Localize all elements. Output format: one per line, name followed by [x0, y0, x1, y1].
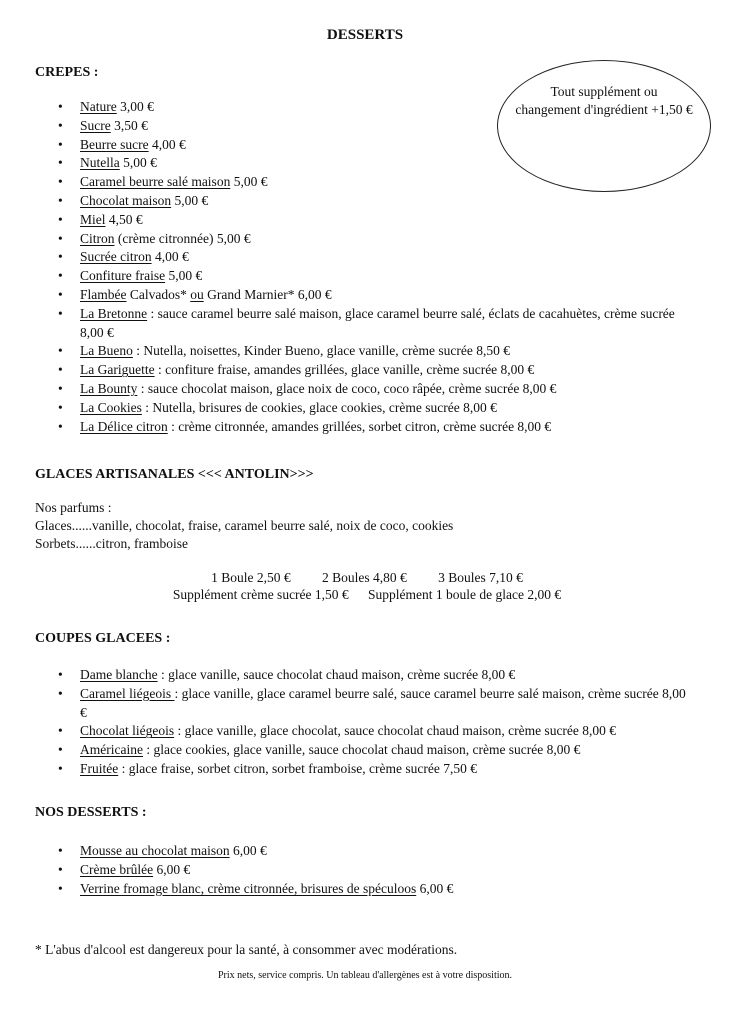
item-details: 4,50 € [105, 211, 143, 227]
item-details: 6,00 € [153, 861, 191, 877]
item-name: La Délice citron [80, 418, 168, 434]
menu-item [0, 380, 690, 399]
item-name: Chocolat maison [80, 192, 172, 208]
menu-item [0, 361, 690, 380]
supplement-boule: Supplément 1 boule de glace 2,00 € [368, 587, 562, 602]
item-name: Fruitée [80, 760, 119, 776]
item-details: Grand Marnier* 6,00 € [203, 286, 332, 302]
item-details: : crème citronnée, amandes grillées, sorbet citron, crème sucrée 8,00 € [167, 418, 552, 434]
item-name: ou [190, 286, 204, 302]
menu-item [0, 192, 690, 211]
item-details: : glace vanille, sauce chocolat chaud maison, crème sucrée 8,00 € [157, 667, 516, 682]
menu-item [0, 342, 690, 361]
menu-item [0, 666, 690, 685]
price-2-boules: 2 Boules 4,80 € [321, 570, 407, 585]
desserts-heading: NOS DESSERTS : [35, 805, 147, 820]
item-name: Caramel beurre salé maison [80, 174, 231, 190]
item-details: 6,00 € [229, 843, 267, 858]
menu-item [0, 117, 690, 136]
item-name: Beurre sucre [80, 136, 149, 152]
item-name: Caramel liégeois [80, 685, 175, 701]
item-name: Confiture fraise [80, 268, 166, 284]
item-name: Américaine [80, 742, 143, 758]
menu-item [0, 399, 690, 418]
menu-item [0, 861, 700, 880]
crepes-list [0, 98, 690, 436]
menu-item [0, 741, 690, 760]
item-details: : glace vanille, glace chocolat, sauce chocolat chaud maison, crème sucrée 8,00 € [174, 723, 617, 739]
item-name: Verrine fromage blanc, crème citronnée, brisures de spéculoos [80, 880, 417, 896]
menu-item [0, 136, 690, 155]
item-name: Nutella [80, 155, 120, 171]
menu-item [0, 154, 690, 173]
menu-item [0, 267, 690, 286]
coupes-list [0, 666, 690, 779]
menu-item [0, 248, 690, 267]
item-name: Flambée [80, 286, 127, 302]
menu-item [0, 418, 690, 437]
note-line-2: changement d'ingrédient +1,50 € [515, 102, 693, 117]
item-details: 4,00 € [151, 249, 189, 265]
coupes-heading: COUPES GLACEES : [35, 631, 171, 646]
crepes-heading: CREPES : [35, 65, 99, 80]
sorbets-flavours: Sorbets......citron, framboise [35, 536, 188, 551]
item-name: La Bounty [80, 380, 138, 396]
menu-item [0, 760, 690, 779]
item-name: La Bretonne [80, 305, 148, 321]
supplement-prices [2, 586, 730, 604]
scoop-prices [2, 569, 730, 587]
item-name: Dame blanche [80, 667, 158, 682]
item-details: 3,50 € [110, 117, 148, 133]
item-name: La Cookies [80, 399, 142, 415]
item-name: Sucre [80, 117, 111, 133]
item-details: : confiture fraise, amandes grillées, glace vanille, crème sucrée 8,00 € [154, 362, 535, 378]
item-name: La Gariguette [80, 362, 155, 378]
item-details: : glace cookies, glace vanille, sauce chocolat chaud maison, crème sucrée 8,00 € [142, 742, 581, 758]
item-name: Miel [80, 211, 106, 227]
note-line-1: Tout supplément ou [550, 84, 658, 99]
item-details: Calvados* [126, 286, 191, 302]
price-1-boule: 1 Boule 2,50 € [211, 570, 291, 585]
item-details: 5,00 € [119, 155, 157, 171]
item-details: 4,00 € [148, 136, 186, 152]
desserts-list [0, 842, 700, 898]
price-3-boules: 3 Boules 7,10 € [438, 570, 523, 585]
item-details: : sauce caramel beurre salé maison, glace caramel beurre salé, éclats de cacahuètes, crème sucrée 8,00 € [80, 305, 675, 340]
item-details: (crème citronnée) 5,00 € [114, 230, 251, 246]
item-name: Citron [80, 230, 115, 246]
menu-item [0, 211, 690, 230]
item-details: 5,00 € [165, 268, 203, 284]
menu-item [0, 722, 690, 741]
item-details: : glace vanille, glace caramel beurre salé, sauce caramel beurre salé maison, crème sucrée 8,00 € [80, 685, 686, 720]
alcohol-footnote: * L'abus d'alcool est dangereux pour la santé, à consommer avec modérations. [35, 942, 458, 957]
item-details: 6,00 € [416, 880, 454, 896]
item-details: 5,00 € [230, 174, 268, 190]
item-name: Crème brûlée [80, 861, 154, 877]
glaces-flavours: Glaces......vanille, chocolat, fraise, caramel beurre salé, noix de coco, cookies [35, 518, 454, 533]
glaces-heading: GLACES ARTISANALES <<< ANTOLIN>>> [35, 467, 314, 482]
menu-item [0, 173, 690, 192]
item-details: : sauce chocolat maison, glace noix de coco, coco râpée, crème sucrée 8,00 € [137, 380, 557, 396]
item-details: 3,00 € [116, 99, 154, 114]
item-name: Sucrée citron [80, 249, 152, 265]
item-name: Chocolat liégeois [80, 723, 175, 739]
menu-item [0, 230, 690, 249]
supplement-creme: Supplément crème sucrée 1,50 € [172, 587, 349, 602]
menu-item [0, 685, 690, 723]
footer-note: Prix nets, service compris. Un tableau d'allergènes est à votre disposition. [217, 970, 513, 981]
item-name: Nature [80, 99, 117, 114]
item-details: : Nutella, brisures de cookies, glace cookies, crème sucrée 8,00 € [141, 399, 497, 415]
item-details: : glace fraise, sorbet citron, sorbet framboise, crème sucrée 7,50 € [118, 760, 477, 776]
menu-item [0, 842, 700, 861]
item-details: 5,00 € [171, 192, 209, 208]
menu-item [0, 880, 700, 899]
item-name: La Bueno [80, 343, 133, 359]
item-details: : Nutella, noisettes, Kinder Bueno, glace vanille, crème sucrée 8,50 € [132, 343, 510, 359]
menu-item [0, 286, 690, 305]
menu-item [0, 305, 690, 343]
page-title: DESSERTS [326, 27, 404, 43]
parfums-label: Nos parfums : [35, 500, 112, 515]
item-name: Mousse au chocolat maison [80, 843, 230, 858]
menu-item [0, 98, 690, 117]
